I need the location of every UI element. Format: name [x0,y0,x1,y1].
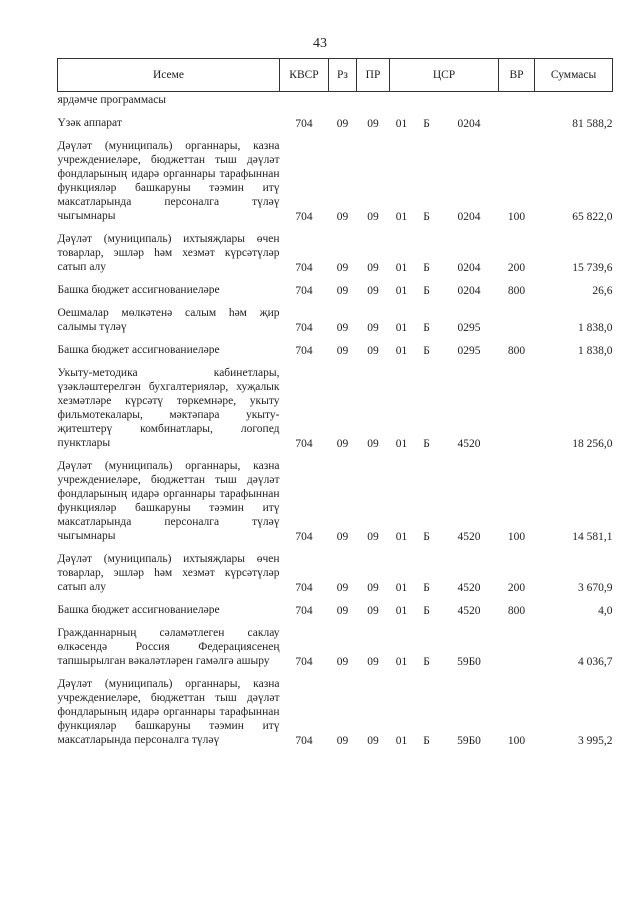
cell-vr [499,617,535,668]
cell-csr-program: 01 [395,656,408,668]
cell-vr: 100 [507,531,526,543]
cell-rz: 09 [336,211,349,223]
cell-csr-program: 01 [395,345,408,357]
cell-kvsr: 704 [295,531,313,543]
cell-sum: 81 588,2 [572,118,613,130]
cell-kvsr: 704 [295,656,313,668]
table-row [58,450,613,543]
cell-csr-code: 4520 [457,582,481,594]
cell-csr-program: 01 [395,322,408,334]
page-number: 43 [313,36,327,51]
cell-sum: 1 838,0 [578,345,613,357]
table-header-row [58,59,613,92]
cell-kvsr: 704 [295,605,313,617]
cell-name: Башка бюджет ассигнованиеләре [57,284,220,296]
cell-vr [499,92,535,108]
cell-pr: 09 [367,211,379,223]
cell-rz: 09 [336,438,349,450]
table-row [58,357,613,450]
cell-vr [499,357,535,450]
cell-rz: 09 [336,118,349,130]
cell-pr: 09 [367,531,379,543]
cell-rz: 09 [336,656,349,668]
cell-name: Дәүләт (муниципаль) органнары, казна учреждениеләре, бюджеттан тыш дәүләт фондларының идарә органнары тарафыннан функцияләр башкаруны тәэмин итү максатларында персоналга түләү [57,678,280,746]
header-pr: ПР [357,59,390,92]
table-row [58,334,613,357]
cell-vr: 800 [507,605,526,617]
cell-csr-program: 01 [395,438,408,450]
cell-csr-code [440,92,499,108]
cell-sum: 65 822,0 [572,211,613,223]
header-vr: ВР [499,59,535,92]
cell-csr-program: 01 [395,118,408,130]
cell-csr-code: 4520 [457,438,481,450]
table-row [58,594,613,617]
cell-csr-program: 01 [395,285,408,297]
cell-name: Укыту-методика кабинетлары, үзәкләштерелгән бухгалтерияләр, хуҗалык хезмәтләре күрсәтү төркемнәре, укыту фильмотекалары, мәктәпара укыту-җитештерү комбинатлары, логопед пунктлары [57,367,280,449]
cell-rz: 09 [336,582,349,594]
table-row [58,130,613,223]
cell-name: Башка бюджет ассигнованиеләре [57,604,220,616]
cell-vr: 800 [507,285,526,297]
cell-name: Дәүләт (муниципаль) органнары, казна учреждениеләре, бюджеттан тыш дәүләт фондларының идарә органнары тарафыннан функцияләр башкаруны тәэмин итү максатларында персоналга түләү чыгымнары [57,460,280,542]
cell-sum [535,92,613,108]
table-row [58,107,613,130]
cell-vr: 200 [507,582,526,594]
cell-kvsr: 704 [295,211,313,223]
cell-kvsr: 704 [295,285,313,297]
cell-csr-code: 4520 [457,531,481,543]
table-row [58,543,613,594]
cell-name: Үзәк аппарат [57,117,122,129]
cell-sum: 3 995,2 [578,735,613,747]
cell-csr-letter: Б [423,322,430,334]
cell-pr: 09 [367,322,379,334]
cell-rz: 09 [336,605,349,617]
budget-table-container [57,58,612,747]
cell-csr-letter: Б [423,262,430,274]
cell-csr-letter: Б [423,735,430,747]
table-row [58,617,613,668]
cell-csr-letter: Б [423,531,430,543]
cell-sum: 4,0 [598,605,613,617]
cell-pr: 09 [367,735,379,747]
cell-csr-letter: Б [423,345,430,357]
cell-sum: 18 256,0 [572,438,613,450]
cell-vr [499,107,535,130]
cell-csr-code: 0295 [457,322,481,334]
table-row [58,274,613,297]
cell-sum: 14 581,1 [572,531,613,543]
cell-csr-program: 01 [395,211,408,223]
cell-vr: 100 [507,211,526,223]
cell-sum: 1 838,0 [578,322,613,334]
cell-pr [357,92,390,108]
table-row [58,297,613,334]
cell-csr-program: 01 [395,531,408,543]
cell-vr: 100 [507,735,526,747]
cell-pr: 09 [367,656,379,668]
cell-rz: 09 [336,735,349,747]
cell-rz: 09 [336,285,349,297]
cell-csr-program: 01 [395,605,408,617]
cell-csr-code: 0204 [457,285,481,297]
cell-rz: 09 [336,531,349,543]
cell-name: Башка бюджет ассигнованиеләре [57,344,220,356]
table-row [58,92,613,108]
cell-sum: 4 036,7 [578,656,613,668]
cell-name: Дәүләт (муниципаль) органнары, казна учреждениеләре, бюджеттан тыш дәүләт фондларының идарә органнары тарафыннан функцияләр башкаруны тәэмин итү максатларында персоналга түләү чыгымнары [57,140,280,222]
cell-pr: 09 [367,262,379,274]
header-kvsr: КВСР [280,59,329,92]
cell-name: Оешмалар мөлкәтенә салым һәм җир салымы түләү [57,307,280,333]
cell-csr-letter: Б [423,605,430,617]
cell-vr [499,297,535,334]
cell-kvsr: 704 [295,322,313,334]
cell-name: Дәүләт (муниципаль) ихтыяҗлары өчен товарлар, эшләр һәм хезмәт күрсәтүләр сатып алу [57,553,280,593]
budget-table [57,58,613,747]
header-name: Исеме [58,59,280,92]
cell-csr-letter: Б [423,118,430,130]
cell-csr-program [390,92,414,108]
cell-name: Дәүләт (муниципаль) ихтыяҗлары өчен товарлар, эшләр һәм хезмәт күрсәтүләр сатып алу [57,233,280,273]
cell-csr-program: 01 [395,582,408,594]
cell-kvsr: 704 [295,735,313,747]
cell-csr-program: 01 [395,262,408,274]
cell-kvsr [280,92,329,108]
cell-csr-code: 0204 [457,211,481,223]
cell-name: Гражданнарның сәламәтлеген саклау өлкәсендә Россия Федерациясенең тапшырылган вәкаләтләрен гамәлгә ашыру [57,627,280,667]
cell-pr: 09 [367,605,379,617]
cell-pr: 09 [367,345,379,357]
cell-csr-letter: Б [423,285,430,297]
cell-vr: 800 [507,345,526,357]
header-rz: Рз [329,59,357,92]
cell-csr-letter: Б [423,656,430,668]
cell-csr-letter: Б [423,582,430,594]
cell-pr: 09 [367,438,379,450]
cell-vr: 200 [507,262,526,274]
header-sum: Суммасы [535,59,613,92]
cell-rz: 09 [336,322,349,334]
cell-csr-code: 59Б0 [457,656,481,668]
cell-csr-letter: Б [423,211,430,223]
cell-kvsr: 704 [295,118,313,130]
cell-kvsr: 704 [295,438,313,450]
cell-csr-code: 4520 [457,605,481,617]
cell-csr-code: 59Б0 [457,735,481,747]
table-row [58,668,613,747]
cell-sum: 26,6 [592,285,613,297]
cell-pr: 09 [367,582,379,594]
cell-rz: 09 [336,345,349,357]
cell-pr: 09 [367,118,379,130]
cell-kvsr: 704 [295,262,313,274]
cell-pr: 09 [367,285,379,297]
cell-csr-letter: Б [423,438,430,450]
cell-rz [329,92,357,108]
cell-csr-code: 0295 [457,345,481,357]
cell-sum: 3 670,9 [578,582,613,594]
cell-csr-code: 0204 [457,262,481,274]
cell-csr-program: 01 [395,735,408,747]
cell-csr-code: 0204 [457,118,481,130]
cell-kvsr: 704 [295,582,313,594]
header-csr: ЦСР [390,59,499,92]
cell-name: ярдәмче программасы [57,94,167,106]
cell-sum: 15 739,6 [572,262,613,274]
cell-rz: 09 [336,262,349,274]
cell-csr-letter [414,92,440,108]
cell-kvsr: 704 [295,345,313,357]
table-row [58,223,613,274]
